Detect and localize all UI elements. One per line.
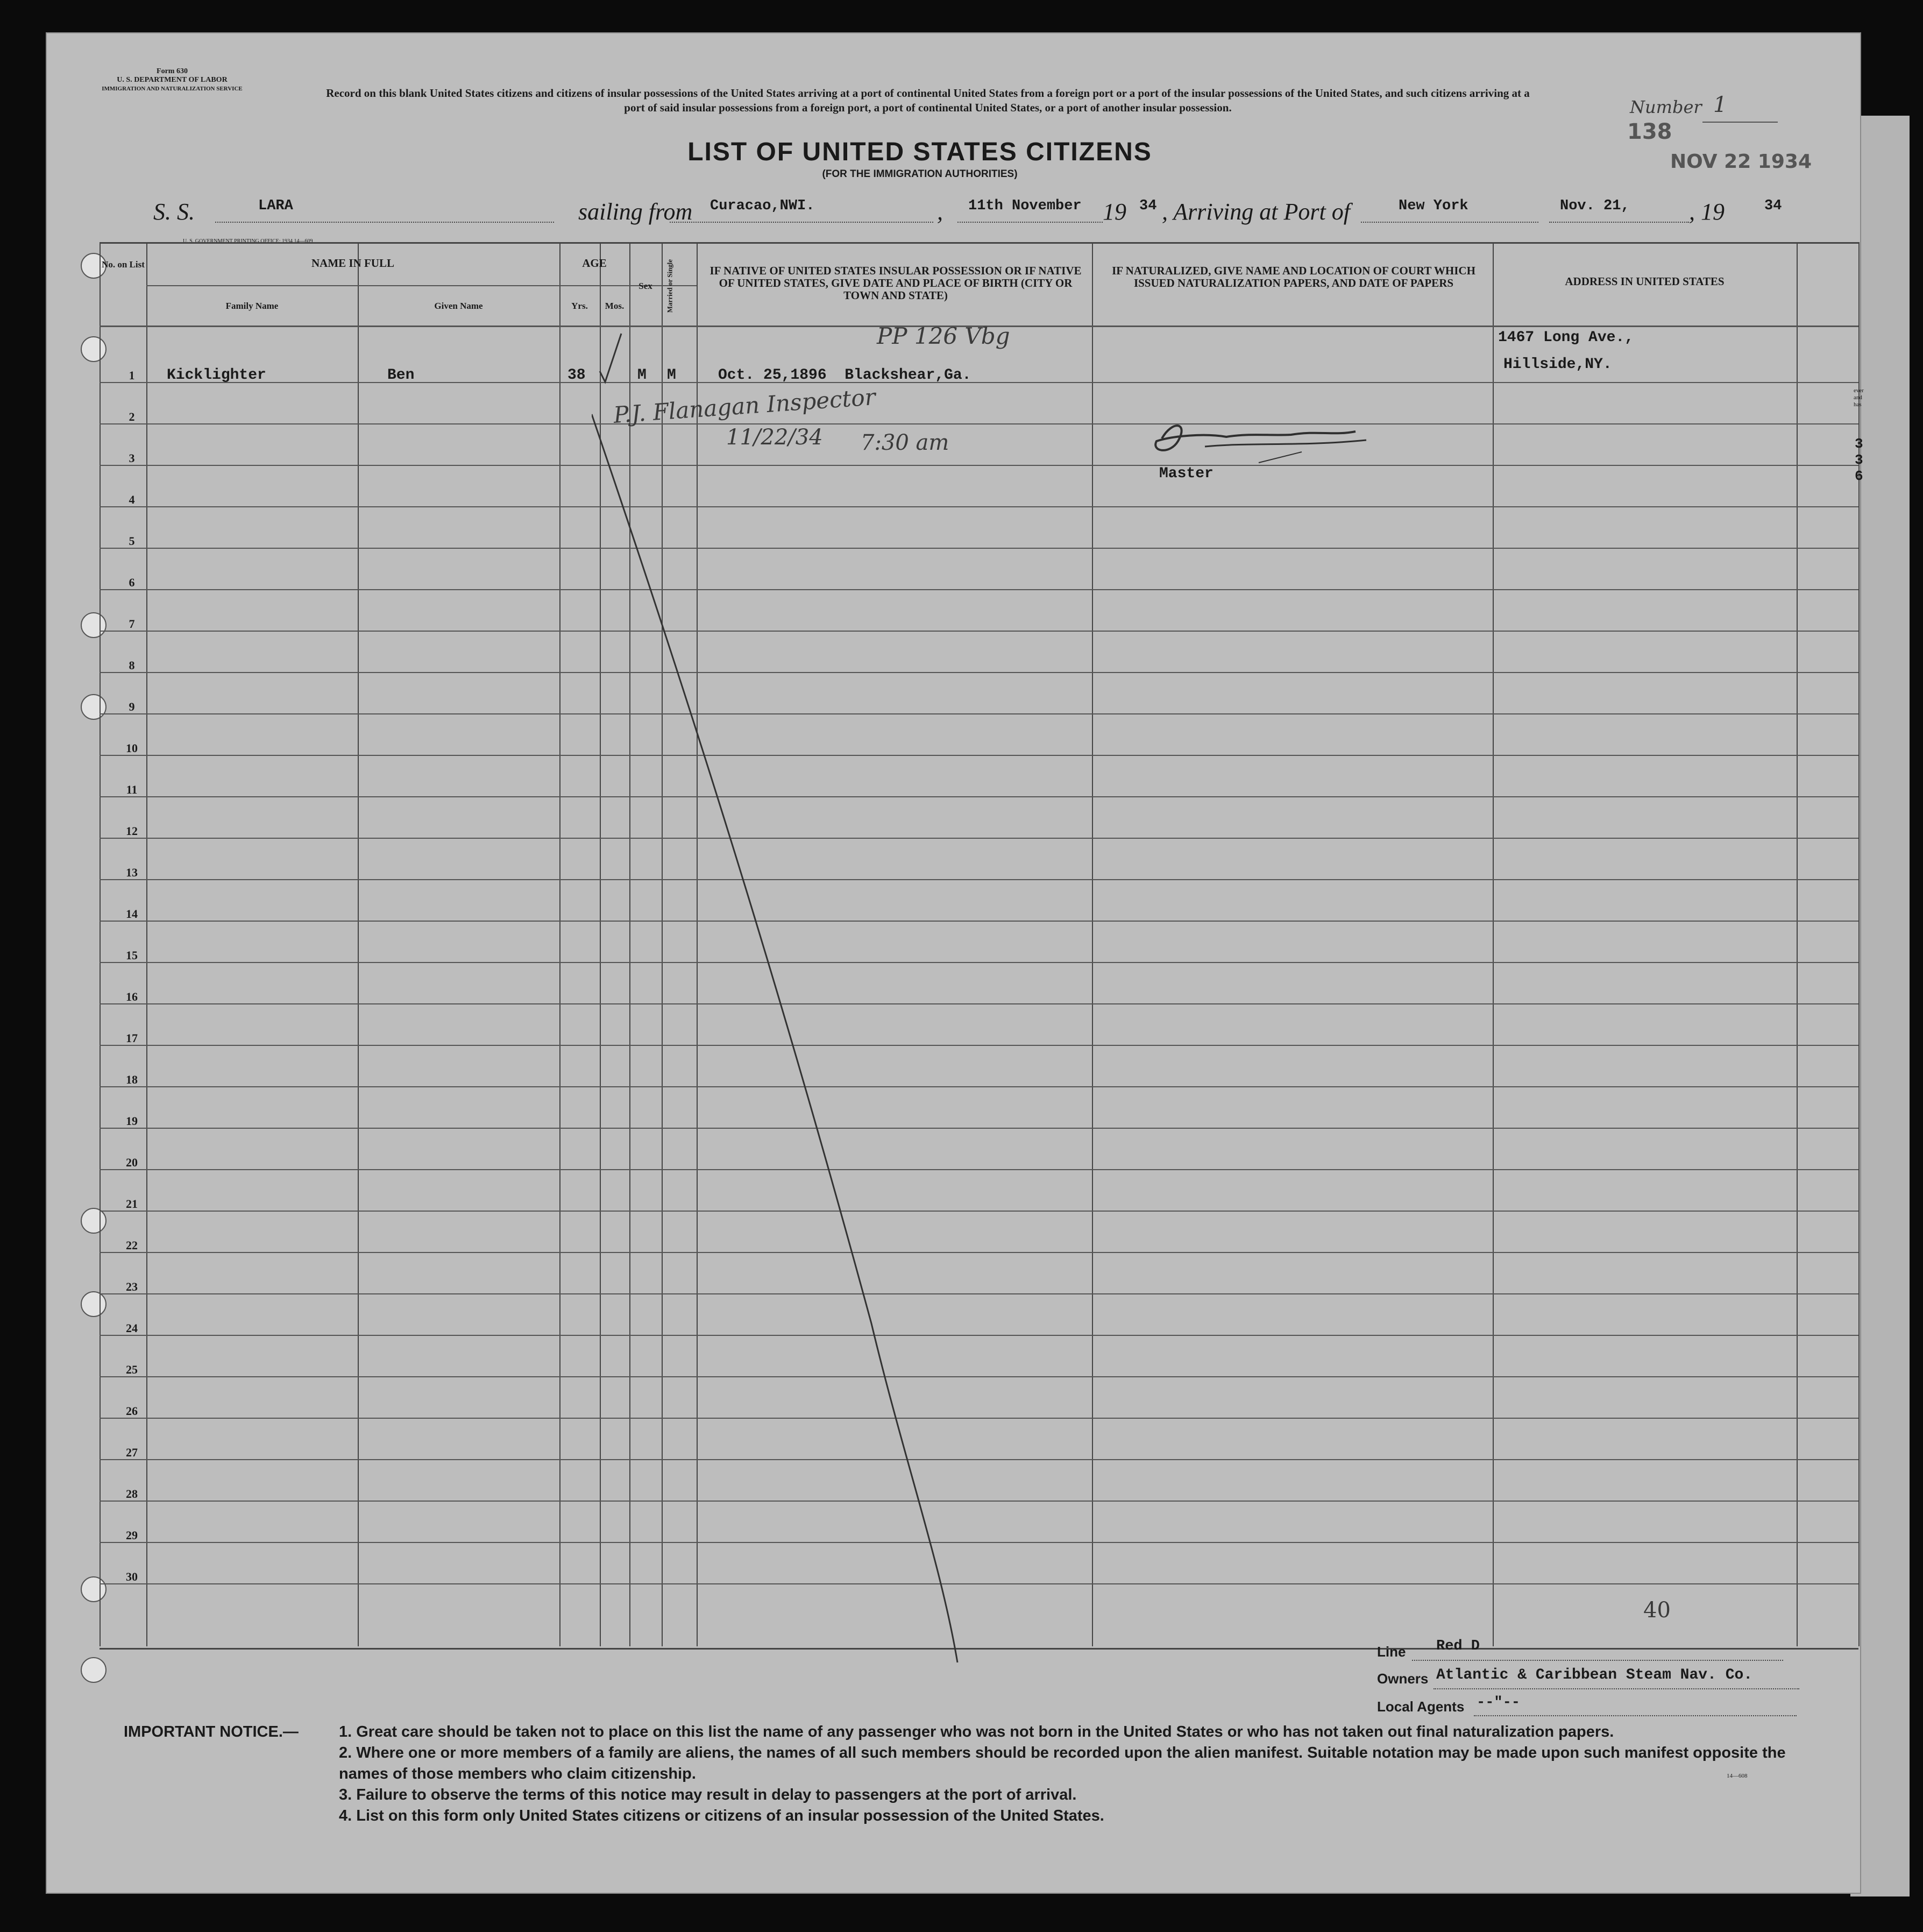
- row-number: 18: [126, 1073, 138, 1086]
- notice-item: 4. List on this form only United States citizens or citizens of an insular possession of the United States.: [339, 1807, 1104, 1824]
- notice-list: [339, 1722, 1791, 1827]
- header-married-or-single: Married or Single: [665, 259, 674, 313]
- count-note: 40: [1643, 1598, 1671, 1623]
- header-naturalized: IF NATURALIZED, GIVE NAME AND LOCATION OF COURT WHICH ISSUED NATURALIZATION PAPERS, AND DATE OF PAPERS: [1112, 264, 1475, 289]
- header-given-name: Given Name: [434, 301, 483, 311]
- row-number: 10: [126, 741, 138, 755]
- agents-value: --"--: [1477, 1695, 1521, 1711]
- row-number: 19: [126, 1114, 138, 1128]
- age-yrs-cell: 38: [567, 367, 586, 384]
- line-value: Red D: [1436, 1638, 1480, 1654]
- row-rule: [100, 548, 1858, 549]
- ship-name: LARA: [258, 198, 293, 214]
- birth-cell: Oct. 25,1896 Blackshear,Ga.: [718, 367, 971, 384]
- form-subtitle: (FOR THE IMMIGRATION AUTHORITIES): [822, 168, 1018, 180]
- row-rule: [100, 1418, 1858, 1419]
- family-name-cell: Kicklighter: [167, 367, 266, 384]
- year-1: 34: [1139, 198, 1157, 214]
- row-number: 9: [129, 700, 135, 713]
- master-label: Master: [1159, 465, 1214, 482]
- row-rule: [100, 921, 1858, 922]
- col-divider: [1797, 242, 1798, 1646]
- col-divider: [1092, 242, 1093, 1646]
- row-rule: [100, 1003, 1858, 1004]
- number-underline: [1702, 122, 1778, 123]
- row-rule: [100, 1293, 1858, 1294]
- row-number: 28: [126, 1487, 138, 1501]
- header-mos: Mos.: [605, 301, 625, 311]
- row-number: 14: [126, 907, 138, 921]
- form-number: Form 630: [157, 67, 188, 75]
- printing-note: U. S. GOVERNMENT PRINTING OFFICE: 1934 14—609: [183, 238, 313, 244]
- from-port-dots: [670, 222, 933, 223]
- form-code-bottom: 14—608: [1727, 1773, 1748, 1779]
- given-name-cell: Ben: [387, 367, 415, 384]
- row-number: 17: [126, 1031, 138, 1045]
- col-divider: [100, 242, 101, 1646]
- row-rule: [100, 465, 1858, 466]
- number-label: Number: [1630, 97, 1702, 117]
- arrival-date-dots: [1549, 222, 1689, 223]
- binder-hole: [81, 1657, 107, 1683]
- sailing-from-label: sailing from: [578, 199, 693, 225]
- married-cell: M: [667, 367, 676, 384]
- agents-dots: [1474, 1715, 1797, 1716]
- year-prefix-1: 19: [1103, 199, 1126, 225]
- row-number: 2: [129, 410, 135, 423]
- passenger-table: [100, 242, 1858, 1650]
- row-rule: [100, 1583, 1858, 1584]
- header-native: IF NATIVE OF UNITED STATES INSULAR POSSESSION OR IF NATIVE OF UNITED STATES, GIVE DATE AND PLACE OF BIRTH (CITY OR TOWN AND STATE): [709, 264, 1082, 302]
- row-rule: [100, 1169, 1858, 1170]
- col-divider: [1493, 242, 1494, 1646]
- row-rule: [100, 506, 1858, 507]
- ss-label: S. S.: [153, 199, 195, 225]
- row-rule: [100, 672, 1858, 673]
- year-prefix-2: , 19: [1689, 199, 1725, 225]
- comma-separator: ,: [937, 199, 943, 225]
- row-rule: [100, 631, 1858, 632]
- from-port: Curacao,NWI.: [710, 198, 815, 214]
- date-stamp: NOV 22 1934: [1670, 151, 1812, 173]
- service-name: IMMIGRATION AND NATURALIZATION SERVICE: [102, 86, 243, 92]
- row-number: 27: [126, 1446, 138, 1459]
- row-rule: [100, 1128, 1858, 1129]
- header-family-name: Family Name: [225, 301, 279, 311]
- row-rule: [100, 962, 1858, 963]
- sex-cell: M: [637, 367, 647, 384]
- arriving-label: , Arriving at Port of: [1162, 199, 1350, 225]
- row-rule: [100, 589, 1858, 590]
- owners-value: Atlantic & Caribbean Steam Nav. Co.: [1436, 1667, 1753, 1683]
- row-rule: [100, 1252, 1858, 1253]
- notice-heading: IMPORTANT NOTICE.—: [124, 1723, 299, 1740]
- row-number: 16: [126, 990, 138, 1003]
- row-number: 24: [126, 1321, 138, 1335]
- header-yrs: Yrs.: [571, 301, 588, 311]
- department-name: U. S. DEPARTMENT OF LABOR: [117, 76, 228, 84]
- header-sex: Sex: [638, 281, 652, 291]
- row-number: 12: [126, 824, 138, 838]
- arrival-port: New York: [1399, 198, 1468, 214]
- row-number: 21: [126, 1197, 138, 1211]
- owners-label: Owners: [1377, 1671, 1429, 1687]
- header-no-on-list: No. on List: [102, 259, 145, 270]
- year-2: 34: [1764, 198, 1782, 214]
- row-rule: [100, 1211, 1858, 1212]
- pp-note: PP 126 Vbg: [877, 323, 1010, 349]
- row-rule: [100, 1459, 1858, 1460]
- arrival-port-dots: [1361, 222, 1538, 223]
- line-dots: [1412, 1660, 1783, 1661]
- sail-date: 11th November: [968, 198, 1082, 214]
- row-rule: [100, 796, 1858, 797]
- ditto-line: [592, 301, 979, 1668]
- row-rule: [100, 713, 1858, 714]
- row-rule: [100, 382, 1858, 383]
- address-line-2: Hillside,NY.: [1503, 356, 1612, 373]
- row-number: 22: [126, 1239, 138, 1252]
- address-line-1: 1467 Long Ave.,: [1498, 329, 1634, 346]
- row-number: 30: [126, 1570, 138, 1583]
- header-subdivider: [146, 285, 697, 286]
- owners-dots: [1434, 1688, 1799, 1689]
- master-signature: [1140, 409, 1388, 468]
- row-number: 5: [129, 534, 135, 548]
- header-address: ADDRESS IN UNITED STATES: [1565, 275, 1725, 288]
- agents-label: Local Agents: [1377, 1699, 1465, 1715]
- row-number: 3: [129, 451, 135, 465]
- row-number: 13: [126, 866, 138, 879]
- row-number: 8: [129, 659, 135, 672]
- notice-item: 1. Great care should be taken not to place on this list the name of any passenger who was not born in the United States or who has not taken out final naturalization papers.: [339, 1723, 1614, 1740]
- form-title: LIST OF UNITED STATES CITIZENS: [687, 138, 1152, 166]
- line-label: Line: [1377, 1644, 1406, 1660]
- arrival-date: Nov. 21,: [1560, 198, 1630, 214]
- header-age: AGE: [582, 257, 607, 270]
- page-stamp: 138: [1627, 119, 1672, 144]
- form-instructions: Record on this blank United States citizens and citizens of insular possessions of the United States arriving at a port of continental United States from a foreign port or a port of the insular possessions of the United States, and such citizens arriving at a port of said insular possessions from a foreign port, a port of continental United States, or a port of another insular possession.: [326, 87, 1530, 114]
- row-rule: [100, 1542, 1858, 1543]
- row-number: 7: [129, 617, 135, 631]
- form-code-block: [59, 67, 285, 93]
- ship-dots: [215, 222, 554, 223]
- row-number: 11: [126, 783, 138, 796]
- row-number: 15: [126, 949, 138, 962]
- row-number: 26: [126, 1404, 138, 1418]
- inspection-time: 7:30 am: [861, 430, 949, 455]
- margin-fragment-digits: 3 3 6: [1855, 436, 1863, 484]
- row-number: 29: [126, 1528, 138, 1542]
- row-rule: [100, 755, 1858, 756]
- row-number: 6: [129, 576, 135, 589]
- row-rule: [100, 879, 1858, 880]
- row-number: 1: [129, 369, 135, 382]
- row-rule: [100, 1501, 1858, 1502]
- row-rule: [100, 423, 1858, 424]
- sail-date-dots: [957, 222, 1103, 223]
- inspector-signature: P.J. Flanagan Inspector: [612, 384, 877, 428]
- notice-item: 3. Failure to observe the terms of this notice may result in delay to passengers at the port of arrival.: [339, 1786, 1077, 1803]
- row-rule: [100, 1086, 1858, 1087]
- number-value: 1: [1713, 93, 1727, 117]
- col-divider: [358, 242, 359, 1646]
- row-number: 25: [126, 1363, 138, 1376]
- row-number: 23: [126, 1280, 138, 1293]
- row-number: 4: [129, 493, 135, 506]
- col-divider: [559, 242, 560, 1646]
- row-rule: [100, 838, 1858, 839]
- header-name-in-full: NAME IN FULL: [311, 257, 394, 270]
- inspection-date: 11/22/34: [726, 425, 823, 450]
- margin-fragment-text: ever and has: [1854, 387, 1864, 408]
- row-number: 20: [126, 1156, 138, 1169]
- row-rule: [100, 1335, 1858, 1336]
- row-rule: [100, 1045, 1858, 1046]
- notice-item: 2. Where one or more members of a family are aliens, the names of all such members should be recorded upon the alien manifest. Suitable notation may be made upon such manifest opposite the names of those members who claim citizenship.: [339, 1744, 1786, 1782]
- row-rule: [100, 1376, 1858, 1377]
